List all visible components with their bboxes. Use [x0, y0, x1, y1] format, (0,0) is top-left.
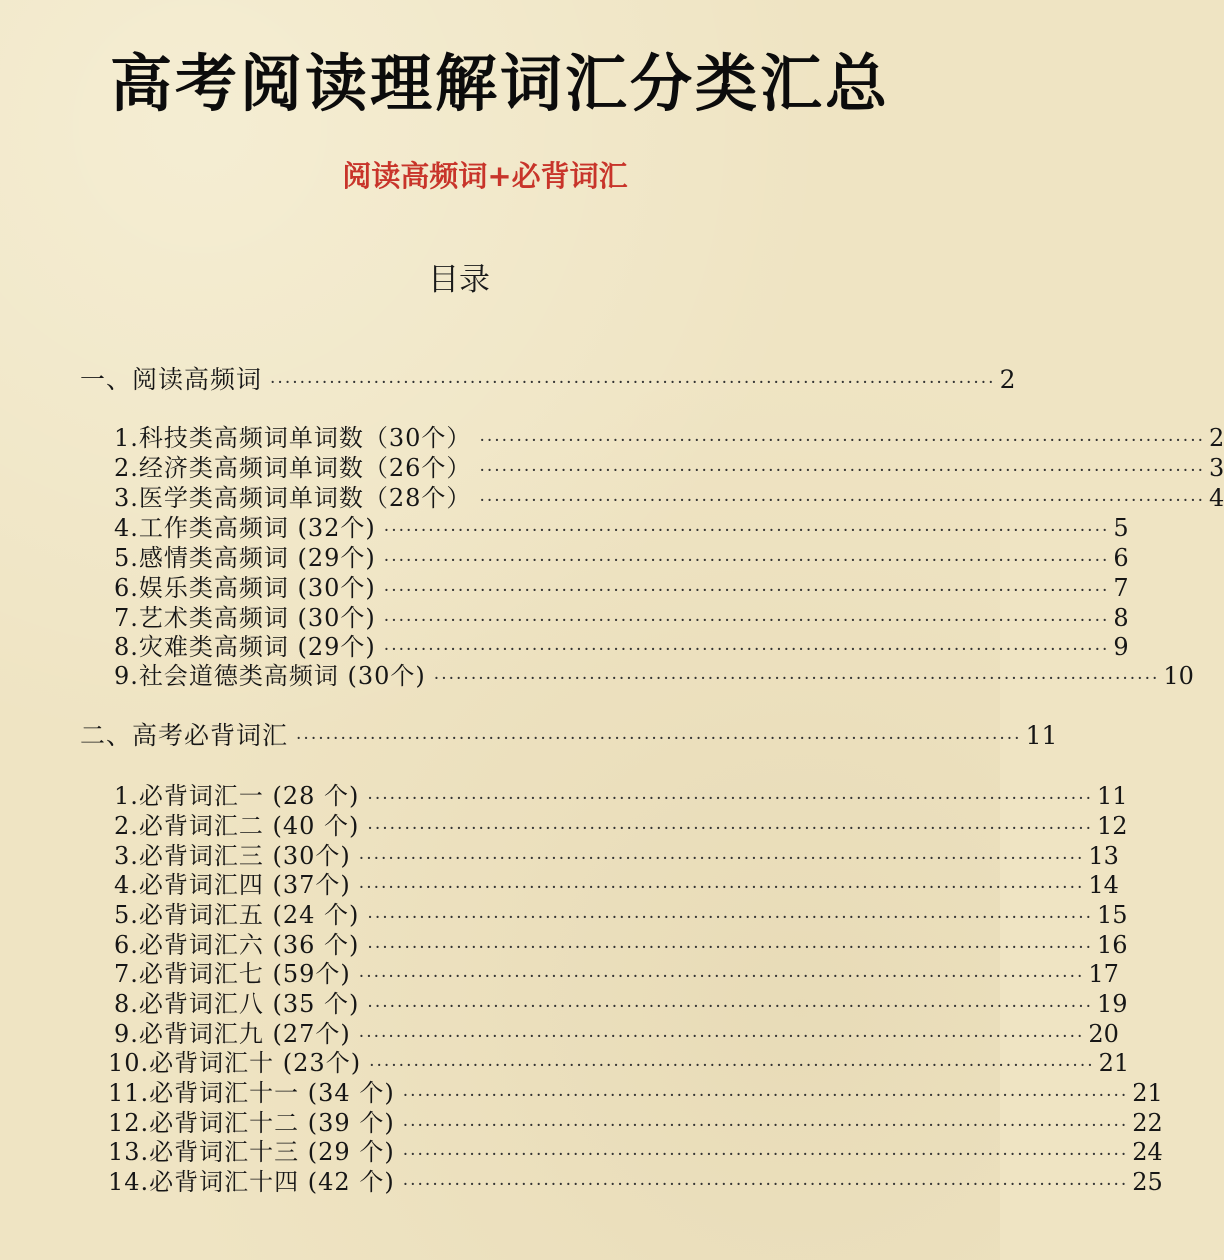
toc-page-number: 10: [1163, 662, 1194, 690]
dot-leader: ··································································································: [479, 431, 1206, 451]
toc-heading: 目录: [428, 262, 490, 298]
toc-item-label: 2.经济类高频词单词数（26个）: [114, 454, 472, 482]
dot-leader: ··································································································: [296, 729, 1022, 749]
toc-item-row[interactable]: [114, 660, 1194, 692]
toc-item-row[interactable]: [114, 631, 1129, 663]
toc-item-row[interactable]: [114, 1018, 1119, 1050]
toc-page-number: 22: [1132, 1109, 1163, 1137]
toc-page-number: 16: [1097, 931, 1128, 959]
dot-leader: ··································································································: [402, 1086, 1129, 1106]
dot-leader: ··································································································: [402, 1175, 1129, 1195]
dot-leader: ··································································································: [367, 908, 1093, 928]
toc-item-row[interactable]: [114, 899, 1128, 931]
toc-item-label: 3.医学类高频词单词数（28个）: [114, 484, 472, 512]
toc-item-label: 5.必背词汇五 (24 个): [114, 901, 360, 929]
toc-page-number: 7: [1113, 574, 1129, 602]
toc-page-number: 3: [1209, 454, 1224, 482]
dot-leader: ··································································································: [433, 669, 1160, 689]
toc-item-label: 8.必背词汇八 (35 个): [114, 990, 360, 1018]
dot-leader: ··································································································: [402, 1145, 1129, 1165]
dot-leader: ··································································································: [383, 581, 1110, 601]
toc-item-row[interactable]: [114, 988, 1128, 1020]
toc-item-label: 9.必背词汇九 (27个): [114, 1020, 351, 1048]
toc-item-row[interactable]: [114, 422, 1224, 454]
toc-item-row[interactable]: [114, 512, 1129, 544]
toc-page-number: 12: [1097, 812, 1128, 840]
toc-page-number: 11: [1097, 782, 1128, 810]
toc-item-label: 4.必背词汇四 (37个): [114, 871, 351, 899]
dot-leader: ··································································································: [369, 1056, 1095, 1076]
toc-section-row[interactable]: [80, 364, 1016, 396]
toc-page-number: 17: [1088, 960, 1119, 988]
toc-page-number: 8: [1113, 604, 1129, 632]
toc-section-label: 一、阅读高频词: [80, 365, 263, 394]
toc-item-label: 6.娱乐类高频词 (30个): [114, 574, 376, 602]
toc-page-number: 19: [1097, 990, 1128, 1018]
toc-item-label: 7.必背词汇七 (59个): [114, 960, 351, 988]
toc-item-label: 8.灾难类高频词 (29个): [114, 633, 376, 661]
toc-item-row[interactable]: [114, 572, 1129, 604]
toc-page-number: 11: [1025, 721, 1058, 750]
toc-item-row[interactable]: [114, 929, 1128, 961]
dot-leader: ··································································································: [367, 938, 1093, 958]
dot-leader: ··································································································: [270, 373, 996, 393]
toc-page-number: 2: [1209, 424, 1224, 452]
toc-item-label: 9.社会道德类高频词 (30个): [114, 662, 426, 690]
toc-item-label: 1.科技类高频词单词数（30个）: [114, 424, 472, 452]
toc-item-label: 6.必背词汇六 (36 个): [114, 931, 360, 959]
dot-leader: ··································································································: [367, 789, 1093, 809]
dot-leader: ··································································································: [383, 551, 1110, 571]
toc-item-row[interactable]: [108, 1047, 1130, 1079]
toc-item-row[interactable]: [108, 1136, 1163, 1168]
toc-page-number: 21: [1132, 1079, 1163, 1107]
toc-item-row[interactable]: [114, 869, 1119, 901]
toc-page-number: 6: [1113, 544, 1129, 572]
dot-leader: ··································································································: [383, 521, 1110, 541]
toc-item-label: 13.必背词汇十三 (29 个): [108, 1138, 395, 1166]
dot-leader: ··································································································: [479, 461, 1206, 481]
dot-leader: ··································································································: [358, 878, 1085, 898]
toc-item-row[interactable]: [114, 602, 1129, 634]
toc-item-row[interactable]: [114, 482, 1224, 514]
toc-page-number: 4: [1209, 484, 1224, 512]
toc-page-number: 2: [999, 365, 1016, 394]
toc-item-row[interactable]: [114, 958, 1119, 990]
toc-item-label: 5.感情类高频词 (29个): [114, 544, 376, 572]
toc-item-label: 12.必背词汇十二 (39 个): [108, 1109, 395, 1137]
toc-page-number: 15: [1097, 901, 1128, 929]
toc-item-label: 11.必背词汇十一 (34 个): [108, 1079, 395, 1107]
page-subtitle: 阅读高频词+必背词汇: [342, 159, 628, 193]
toc-page-number: 24: [1132, 1138, 1163, 1166]
toc-page-number: 9: [1113, 633, 1129, 661]
toc-item-label: 14.必背词汇十四 (42 个): [108, 1168, 395, 1196]
toc-item-row[interactable]: [114, 810, 1128, 842]
toc-section-label: 二、高考必背词汇: [80, 721, 289, 750]
toc-item-row[interactable]: [108, 1166, 1163, 1198]
toc-item-row[interactable]: [114, 780, 1128, 812]
dot-leader: ··································································································: [479, 491, 1206, 511]
toc-page-number: 21: [1098, 1049, 1130, 1077]
toc-item-row[interactable]: [114, 840, 1119, 872]
dot-leader: ··································································································: [383, 611, 1110, 631]
toc-item-label: 10.必背词汇十 (23个): [108, 1049, 362, 1077]
toc-page-number: 20: [1088, 1020, 1119, 1048]
toc-item-label: 4.工作类高频词 (32个): [114, 514, 376, 542]
toc-page-number: 5: [1113, 514, 1129, 542]
toc-item-label: 1.必背词汇一 (28 个): [114, 782, 360, 810]
dot-leader: ··································································································: [358, 1027, 1085, 1047]
toc-page-number: 25: [1132, 1168, 1163, 1196]
toc-page-number: 14: [1088, 871, 1119, 899]
dot-leader: ··································································································: [358, 967, 1085, 987]
page-title: 高考阅读理解词汇分类汇总: [109, 47, 890, 120]
toc-item-row[interactable]: [114, 542, 1129, 574]
toc-item-row[interactable]: [108, 1107, 1163, 1139]
dot-leader: ··································································································: [367, 997, 1093, 1017]
toc-item-label: 2.必背词汇二 (40 个): [114, 812, 360, 840]
toc-item-row[interactable]: [108, 1077, 1163, 1109]
toc-item-label: 3.必背词汇三 (30个): [114, 842, 351, 870]
toc-item-label: 7.艺术类高频词 (30个): [114, 604, 376, 632]
dot-leader: ··································································································: [383, 640, 1110, 660]
dot-leader: ··································································································: [358, 849, 1085, 869]
toc-page-number: 13: [1088, 842, 1119, 870]
dot-leader: ··································································································: [402, 1116, 1129, 1136]
toc-section-row[interactable]: [80, 720, 1058, 752]
dot-leader: ··································································································: [367, 819, 1093, 839]
toc-item-row[interactable]: [114, 452, 1224, 484]
